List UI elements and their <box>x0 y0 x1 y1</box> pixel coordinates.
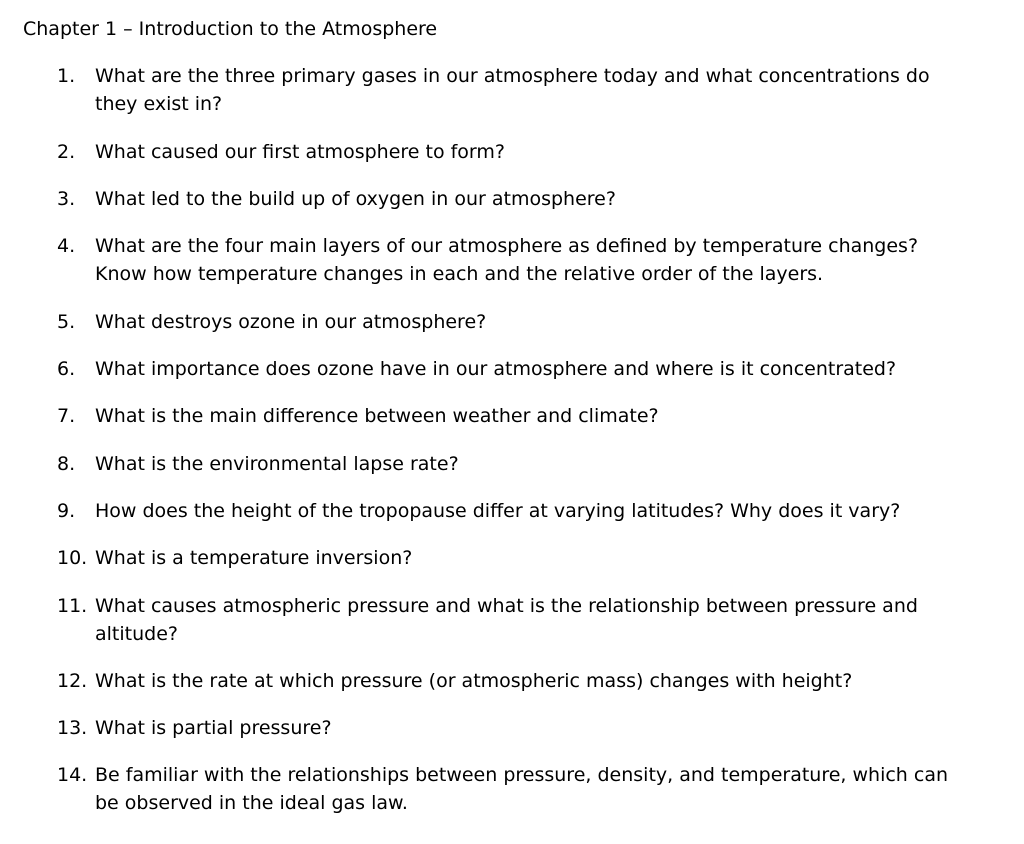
question-number: 12. <box>57 670 88 692</box>
question-text: What destroys ozone in our atmosphere? <box>95 311 487 333</box>
question-text: What are the four main layers of our atmosphere as defined by temperature changes? Know how temperature changes in each and the relative order of the layers. <box>95 235 919 285</box>
question-item <box>57 185 957 213</box>
question-number: 7. <box>57 405 76 427</box>
question-text: What is the rate at which pressure (or atmospheric mass) changes with height? <box>95 670 853 692</box>
question-number: 10. <box>57 547 88 569</box>
question-item <box>57 138 957 166</box>
question-text: Be familiar with the relationships between pressure, density, and temperature, which can be observed in the ideal gas law. <box>95 764 949 814</box>
question-number: 8. <box>57 453 76 475</box>
question-text: What is partial pressure? <box>95 717 332 739</box>
question-item <box>57 232 957 288</box>
question-item <box>57 714 957 742</box>
question-number: 13. <box>57 717 88 739</box>
question-number: 6. <box>57 358 76 380</box>
question-item <box>57 497 957 525</box>
question-text: What caused our first atmosphere to form? <box>95 141 506 163</box>
question-number: 9. <box>57 500 76 522</box>
question-item <box>57 355 957 383</box>
question-text: How does the height of the tropopause differ at varying latitudes? Why does it vary? <box>95 500 901 522</box>
question-number: 2. <box>57 141 76 163</box>
question-item <box>57 62 957 118</box>
question-number: 11. <box>57 595 88 617</box>
question-item <box>57 450 957 478</box>
question-text: What are the three primary gases in our atmosphere today and what concentrations do they exist in? <box>95 65 930 115</box>
question-number: 5. <box>57 311 76 333</box>
question-item <box>57 667 957 695</box>
question-text: What importance does ozone have in our atmosphere and where is it concentrated? <box>95 358 897 380</box>
question-number: 3. <box>57 188 76 210</box>
question-text: What is the main difference between weather and climate? <box>95 405 659 427</box>
question-text: What is the environmental lapse rate? <box>95 453 459 475</box>
question-text: What causes atmospheric pressure and what is the relationship between pressure and altitude? <box>95 595 918 645</box>
question-item <box>57 592 957 648</box>
question-number: 1. <box>57 65 76 87</box>
question-item <box>57 308 957 336</box>
question-item <box>57 544 957 572</box>
question-text: What is a temperature inversion? <box>95 547 413 569</box>
question-item <box>57 761 957 817</box>
question-text: What led to the build up of oxygen in our atmosphere? <box>95 188 616 210</box>
question-number: 4. <box>57 235 76 257</box>
question-item <box>57 402 957 430</box>
chapter-title: Chapter 1 – Introduction to the Atmosphere <box>23 18 438 40</box>
question-number: 14. <box>57 764 88 786</box>
